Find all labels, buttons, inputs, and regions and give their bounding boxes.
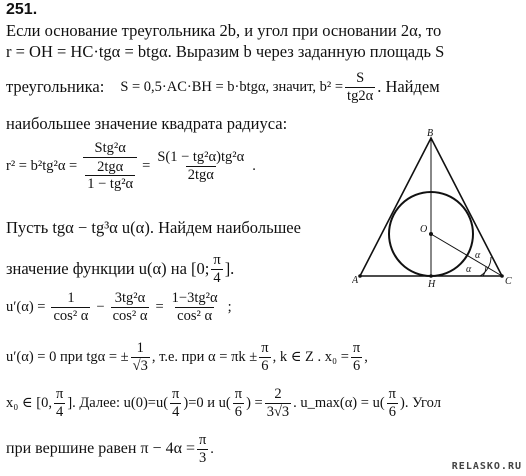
fraction-2-3sqrt3 [265,386,291,420]
r2-f1-inner-denominator: 1 − tg²α [87,176,134,193]
fraction-numerator: π [198,432,207,448]
fraction-pi-4-a [54,386,65,420]
fraction-numerator: π [213,252,221,268]
r2-fraction-2 [155,149,246,183]
fraction-denominator: 4 [213,269,221,286]
last-c: )=0 и u( [183,394,231,411]
text-line-3 [6,70,440,104]
fraction-pi-4-b [170,386,181,420]
radius-squared-formula [6,140,256,193]
line3-tail: . Найдем [377,77,440,97]
fraction-denominator: cos² α [53,307,89,324]
r2-lhs: r² = b²tg²α = [6,158,78,174]
text-line-4: наибольшее значение квадрата радиуса: [6,114,288,133]
last-b: ]. Далее: u(0)=u( [67,394,169,411]
fraction-numerator: 1 [136,340,144,356]
fraction-numerator: π [388,386,396,402]
last-f: ). Угол [399,394,441,411]
r2-end: . [252,158,256,174]
fraction-numerator: π [261,340,269,356]
label-alpha-1: α [475,250,481,261]
zero-c: , k ∈ Z . x₀ = [272,348,349,365]
triangle-figure [352,128,522,288]
fraction-numerator: S [356,70,365,86]
fraction-1-sqrt3 [131,340,150,374]
fraction-pi-6-d [387,386,398,420]
angle-arc-inner [483,266,486,276]
label-b: B [427,128,434,139]
fraction-denominator: 4 [56,403,64,420]
r2-f2-denominator: 2tgα [187,167,214,183]
fraction-numerator: 3tg²α [114,290,146,306]
last-e: . u_max(α) = u( [293,394,385,411]
fraction-numerator: π [56,386,64,402]
znach-tail: ]. [224,259,235,279]
fraction-denominator: 3√3 [266,403,290,420]
r2-f1-inner-numerator: 2tgα [97,158,124,175]
point-a [358,274,362,278]
fraction-denominator: 6 [388,403,396,420]
deriv-lhs: u′(α) = [6,298,46,315]
label-a: A [352,275,359,286]
final-b: . [210,440,214,457]
zero-a: u′(α) = 0 при tgα = ± [6,348,129,365]
fraction-pi-6-c [233,386,244,420]
deriv-fraction-2 [111,290,150,324]
znach-text: значение функции u(α) на [0; [6,259,210,279]
final-a: при вершине равен π − 4α = [6,440,195,458]
deriv-end: ; [227,298,232,315]
line3-formula: S = 0,5·AC·BH = b·btgα, значит, b² = [120,78,344,95]
problem-number: 251. [6,1,38,18]
text-line-2: r = OH = HC·tgα = btgα. Выразим b через заданную площадь S [6,42,445,61]
fraction-denominator: 6 [261,357,269,374]
fraction-numerator: 1−3tg²α [171,290,218,306]
deriv-minus: − [96,298,105,315]
r2-fraction-1 [83,140,137,193]
fraction-denominator: 6 [352,357,361,374]
fraction-denominator: cos² α [177,307,213,324]
label-alpha-2: α [466,264,472,275]
point-c [500,274,504,278]
fraction-pi-4 [211,252,222,286]
fraction-pi-6-b [351,340,362,374]
fraction-denominator: 4 [172,403,180,420]
last-a: x₀ ∈ [0, [6,394,52,411]
fraction-numerator: 1 [67,290,75,306]
fraction-denominator: tg2α [347,87,374,104]
fraction-denominator: cos² α [112,307,148,324]
final-line [6,432,214,466]
label-o: O [420,224,428,235]
zero-derivative-line [6,340,368,374]
text-line-znachenie [6,252,234,286]
text-line-pust: Пусть tgα − tg³α u(α). Найдем наибольшее [6,218,301,237]
deriv-fraction-3 [170,290,220,324]
deriv-equals: = [155,298,164,315]
fraction-numerator: π [352,340,361,356]
last-d: ) = [246,394,263,411]
deriv-fraction-1 [51,290,90,324]
point-h [429,274,433,278]
r2-f2-numerator: S(1 − tg²α)tg²α [157,149,245,166]
r2-f1-numerator: Stg²α [94,140,126,156]
fraction-pi-3 [197,432,208,466]
text-line-1: Если основание треугольника 2b, и угол при основании 2α, то [6,21,442,40]
fraction-pi-6 [259,340,270,374]
r2-equals: = [142,158,151,174]
fraction-numerator: π [234,386,243,402]
fraction-numerator: π [172,386,180,402]
label-h: H [428,279,436,288]
fraction-denominator: √3 [132,357,148,374]
fraction-numerator: 2 [274,386,282,402]
fraction-denominator: 3 [199,449,207,466]
site-watermark: RELASKO.RU [451,461,522,472]
line3-label: треугольника: [6,77,105,97]
zero-b: , т.е. при α = πk ± [151,348,258,365]
r2-f1-denominator [83,157,137,193]
zero-d: , [364,348,368,365]
derivative-formula [6,290,232,324]
fraction-s-over-tg2a [345,70,375,104]
label-c: C [505,276,512,287]
fraction-denominator: 6 [234,403,243,420]
interval-line [6,386,441,420]
point-o [429,232,433,236]
